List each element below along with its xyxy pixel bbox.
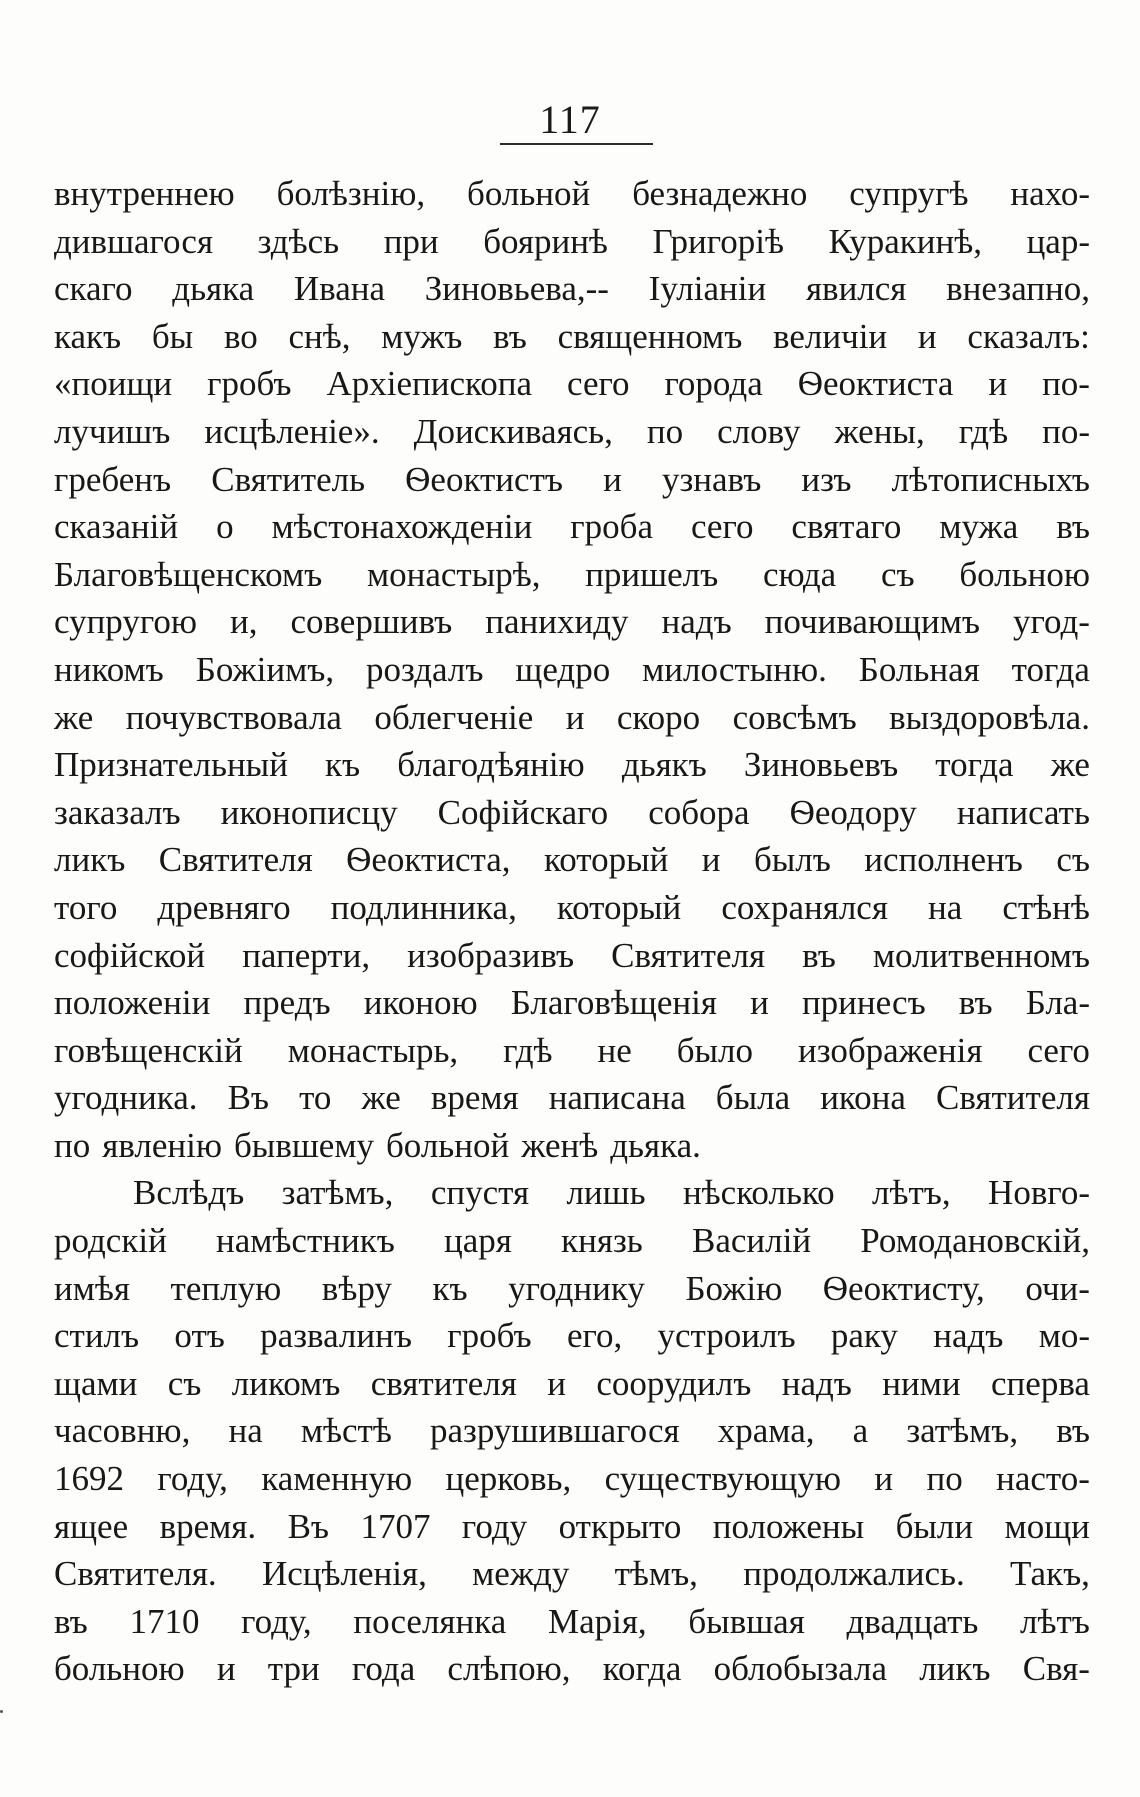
word: очи- bbox=[1025, 1268, 1090, 1308]
word: написана bbox=[548, 1078, 686, 1118]
word: сказаній bbox=[54, 507, 179, 547]
word: Новго- bbox=[988, 1173, 1090, 1213]
word: того bbox=[54, 887, 118, 927]
word: тогда bbox=[1011, 649, 1090, 689]
word: слѣпою, bbox=[447, 1649, 571, 1689]
text-line bbox=[54, 1550, 1090, 1598]
word: явился bbox=[805, 269, 907, 309]
word: въ bbox=[54, 1601, 88, 1641]
word: и bbox=[565, 697, 585, 737]
word: съ bbox=[167, 1363, 202, 1403]
text-line bbox=[54, 598, 1090, 646]
text-line bbox=[54, 218, 1090, 266]
text-line bbox=[54, 932, 1090, 980]
text-line bbox=[54, 313, 1090, 361]
word: затѣмъ, bbox=[281, 1173, 394, 1213]
text-line bbox=[54, 979, 1090, 1027]
word: на bbox=[928, 887, 963, 927]
word: и bbox=[874, 1459, 894, 1499]
word: больной bbox=[467, 174, 591, 213]
paper-speck bbox=[0, 1710, 3, 1713]
text-line bbox=[54, 170, 1090, 218]
word: 1692 bbox=[54, 1459, 124, 1499]
word: который bbox=[556, 887, 682, 927]
word: исцѣленіе». bbox=[204, 411, 380, 451]
word: узнавъ bbox=[661, 459, 762, 499]
word: который bbox=[543, 840, 669, 880]
word: въ bbox=[493, 316, 527, 356]
word: существующую bbox=[604, 1459, 841, 1499]
word: Ѳеодору bbox=[789, 792, 917, 832]
word: каменную bbox=[261, 1459, 413, 1499]
word: Божію bbox=[685, 1268, 783, 1308]
word: монастырѣ, bbox=[366, 554, 541, 594]
word: намѣстникъ bbox=[216, 1221, 395, 1261]
word: году bbox=[461, 1506, 528, 1546]
word: облегченіе bbox=[374, 697, 534, 737]
word: сперва bbox=[991, 1363, 1090, 1403]
text-line-paragraph-end bbox=[54, 1122, 1090, 1170]
word: гдѣ bbox=[958, 411, 1009, 451]
word: Благовѣщенія bbox=[510, 983, 717, 1023]
word: почивающимъ bbox=[764, 602, 980, 642]
word: Зиновьева,-- bbox=[424, 269, 609, 309]
word: исполненъ bbox=[864, 840, 1023, 880]
text-line bbox=[54, 1312, 1090, 1360]
word: двадцать bbox=[846, 1601, 979, 1641]
text-line bbox=[54, 694, 1090, 742]
word: облобызала bbox=[713, 1649, 888, 1689]
word: сего bbox=[1027, 1030, 1090, 1070]
word: святителя bbox=[370, 1363, 517, 1403]
text-line bbox=[54, 836, 1090, 884]
word: иконописцу bbox=[220, 792, 398, 832]
word: при bbox=[383, 221, 439, 261]
word: ликъ bbox=[919, 1649, 991, 1689]
text-line bbox=[54, 1360, 1090, 1408]
word: древняго bbox=[157, 887, 291, 927]
word: его, bbox=[566, 1316, 623, 1356]
word: бы bbox=[151, 316, 194, 356]
word: время bbox=[430, 1078, 519, 1118]
word: соорудилъ bbox=[596, 1363, 752, 1403]
word: явленію bbox=[102, 1125, 222, 1165]
word: ликъ bbox=[54, 840, 126, 880]
word: бывшему bbox=[234, 1125, 374, 1165]
word: Бла- bbox=[1025, 983, 1090, 1023]
word: дьяка bbox=[172, 269, 255, 309]
word: Признательный bbox=[54, 745, 288, 785]
word: и bbox=[547, 1363, 566, 1403]
word: же bbox=[361, 1078, 401, 1118]
word: и bbox=[701, 840, 721, 880]
word: мужа bbox=[939, 507, 1019, 547]
word: Святитель bbox=[211, 459, 366, 499]
word: Софійскаго bbox=[437, 792, 609, 832]
word: тѣмъ, bbox=[614, 1554, 698, 1594]
word: къ bbox=[432, 1268, 468, 1308]
word: въ bbox=[958, 983, 993, 1023]
text-line bbox=[54, 741, 1090, 789]
text-line bbox=[54, 408, 1090, 456]
word: мо- bbox=[1038, 1316, 1090, 1356]
word: почувствовала bbox=[125, 697, 342, 737]
page-number-rule bbox=[500, 143, 653, 145]
word: году, bbox=[157, 1459, 228, 1499]
word: предъ bbox=[243, 983, 331, 1023]
word: по- bbox=[1042, 411, 1090, 451]
word: священномъ bbox=[557, 316, 743, 356]
word: величіи bbox=[773, 316, 888, 356]
word: никомъ bbox=[54, 649, 164, 689]
word: Григоріѣ bbox=[652, 221, 784, 261]
word: Доискиваясь, bbox=[413, 411, 613, 451]
word: изъ bbox=[801, 459, 852, 499]
word: то bbox=[299, 1078, 332, 1118]
text-line bbox=[54, 1645, 1090, 1693]
word: Въ bbox=[227, 1078, 270, 1118]
word: софійской bbox=[54, 935, 206, 975]
word: принесъ bbox=[801, 983, 926, 1023]
word: жены, bbox=[834, 411, 925, 451]
word: разрушившагося bbox=[430, 1411, 680, 1451]
word: надъ bbox=[933, 1316, 1004, 1356]
word: лишь bbox=[566, 1173, 646, 1213]
word: Святителя bbox=[611, 935, 766, 975]
word: въ bbox=[1056, 1411, 1090, 1451]
word: паперти, bbox=[242, 935, 371, 975]
word: между bbox=[472, 1554, 570, 1594]
word: Благовѣщенскомъ bbox=[54, 554, 323, 594]
word: говѣщенскій bbox=[54, 1030, 243, 1070]
text-line bbox=[54, 360, 1090, 408]
word: Вслѣдъ bbox=[133, 1173, 245, 1213]
word: дившагося bbox=[54, 221, 214, 261]
word: Такъ, bbox=[1010, 1554, 1090, 1594]
word: цар- bbox=[1026, 221, 1090, 261]
word: Святителя bbox=[158, 840, 313, 880]
word: и bbox=[603, 459, 622, 499]
word: Василій bbox=[691, 1221, 812, 1261]
text-line bbox=[54, 551, 1090, 599]
word: лучишъ bbox=[54, 411, 171, 451]
word: по bbox=[54, 1125, 91, 1165]
word: Іуліаніи bbox=[648, 269, 767, 309]
word: устроилъ bbox=[657, 1316, 796, 1356]
word: съ bbox=[880, 554, 915, 594]
word: храма, bbox=[717, 1411, 815, 1451]
word: лѣтъ, bbox=[872, 1173, 951, 1213]
text-line-paragraph-start bbox=[54, 1169, 1090, 1217]
body-text bbox=[54, 170, 1090, 1693]
word: же bbox=[54, 697, 94, 737]
text-line bbox=[54, 1027, 1090, 1075]
word: больной bbox=[385, 1125, 510, 1165]
word: внутреннею bbox=[54, 174, 235, 213]
word: выздоровѣла. bbox=[889, 697, 1090, 737]
word: какъ bbox=[54, 316, 122, 356]
word: надъ bbox=[781, 1363, 852, 1403]
text-line bbox=[54, 1407, 1090, 1455]
word: теплую bbox=[170, 1268, 282, 1308]
word: положены bbox=[712, 1506, 865, 1546]
word: мѣстонахожденіи bbox=[271, 507, 533, 547]
word: щедро bbox=[515, 649, 611, 689]
word: слову bbox=[717, 411, 801, 451]
word: и bbox=[216, 1649, 236, 1689]
word: бояринѣ bbox=[483, 221, 608, 261]
word: а bbox=[852, 1411, 869, 1451]
text-line bbox=[54, 1598, 1090, 1646]
word: города bbox=[664, 364, 763, 404]
word: 1707 bbox=[360, 1506, 431, 1546]
word: были bbox=[895, 1506, 974, 1546]
word: поселянка bbox=[353, 1601, 507, 1641]
text-line bbox=[54, 265, 1090, 313]
word: къ bbox=[325, 745, 361, 785]
word: здѣсь bbox=[257, 221, 340, 261]
word: совершивъ bbox=[290, 602, 453, 642]
word: Ѳеоктиста, bbox=[346, 840, 511, 880]
word: 1710 bbox=[129, 1601, 200, 1641]
word: стилъ bbox=[54, 1316, 140, 1356]
word: безнадежно bbox=[632, 174, 808, 213]
word: монастырь, bbox=[287, 1030, 459, 1070]
word: ними bbox=[882, 1363, 961, 1403]
word: Въ bbox=[287, 1506, 330, 1546]
word: Ромодановскій, bbox=[860, 1221, 1090, 1261]
word: собора bbox=[648, 792, 750, 832]
word: святаго bbox=[791, 507, 902, 547]
word: мѣстѣ bbox=[300, 1411, 392, 1451]
text-line bbox=[54, 456, 1090, 504]
word: больною bbox=[959, 554, 1090, 594]
text-line bbox=[54, 1503, 1090, 1551]
word: заказалъ bbox=[54, 792, 181, 832]
word: царя bbox=[444, 1221, 512, 1261]
word: нѣсколько bbox=[682, 1173, 835, 1213]
word: въ bbox=[802, 935, 836, 975]
word: благодѣянію bbox=[397, 745, 585, 785]
word: затѣмъ, bbox=[906, 1411, 1019, 1451]
word: Марія, bbox=[547, 1601, 647, 1641]
text-line bbox=[54, 646, 1090, 694]
word: былъ bbox=[753, 840, 831, 880]
word: на bbox=[228, 1411, 263, 1451]
word: отъ bbox=[174, 1316, 225, 1356]
word: панихиду bbox=[485, 602, 629, 642]
word: снѣ, bbox=[288, 316, 351, 356]
word: три bbox=[267, 1649, 320, 1689]
word: положеніи bbox=[54, 983, 211, 1023]
word: пришелъ bbox=[585, 554, 719, 594]
word: мужъ bbox=[381, 316, 463, 356]
word: роздалъ bbox=[366, 649, 484, 689]
word: скоро bbox=[616, 697, 701, 737]
word: мощи bbox=[1004, 1506, 1090, 1546]
word: скаго bbox=[54, 269, 133, 309]
word: Ѳеоктиста bbox=[797, 364, 954, 404]
word: супругѣ bbox=[849, 174, 969, 213]
word: гроба bbox=[570, 507, 653, 547]
word: нахо- bbox=[1010, 174, 1090, 213]
word: была bbox=[715, 1078, 791, 1118]
word: вѣру bbox=[321, 1268, 392, 1308]
word: родскій bbox=[54, 1221, 167, 1261]
word: года bbox=[351, 1649, 416, 1689]
word: спустя bbox=[430, 1173, 530, 1213]
word: угоднику bbox=[508, 1268, 645, 1308]
word: тогда bbox=[935, 745, 1014, 785]
word: и, bbox=[229, 602, 258, 642]
word: угод- bbox=[1012, 602, 1090, 642]
word: лѣтъ bbox=[1020, 1601, 1090, 1641]
word: сего bbox=[566, 364, 630, 404]
word: подлинника, bbox=[330, 887, 517, 927]
word: Архіепископа bbox=[326, 364, 533, 404]
word: Святителя bbox=[935, 1078, 1090, 1118]
word: Божіимъ, bbox=[195, 649, 335, 689]
word: совсѣмъ bbox=[732, 697, 857, 737]
text-line bbox=[54, 1455, 1090, 1503]
word: Куракинѣ, bbox=[828, 221, 983, 261]
text-line bbox=[54, 503, 1090, 551]
word: надъ bbox=[661, 602, 732, 642]
word: милостыню. bbox=[642, 649, 827, 689]
word: ликомъ bbox=[231, 1363, 341, 1403]
word: въ bbox=[1056, 507, 1090, 547]
word: дьякъ bbox=[621, 745, 707, 785]
word: было bbox=[676, 1030, 754, 1070]
word: когда bbox=[602, 1649, 682, 1689]
word: часовню, bbox=[54, 1411, 191, 1451]
word: во bbox=[223, 316, 258, 356]
word: супругою bbox=[54, 602, 197, 642]
word: бывшая bbox=[688, 1601, 805, 1641]
word: молитвенномъ bbox=[872, 935, 1090, 975]
word: сюда bbox=[762, 554, 837, 594]
word: Зиновьевъ bbox=[743, 745, 899, 785]
word: написать bbox=[956, 792, 1090, 832]
word: Ѳеоктисту, bbox=[822, 1268, 985, 1308]
word: и bbox=[750, 983, 769, 1023]
word: сохранялся bbox=[721, 887, 888, 927]
word: о bbox=[216, 507, 234, 547]
word: ящее bbox=[54, 1506, 129, 1546]
word: «поищи bbox=[54, 364, 173, 404]
word: гробъ bbox=[207, 364, 292, 404]
word: щами bbox=[54, 1363, 138, 1403]
word: имѣя bbox=[54, 1268, 130, 1308]
word: же bbox=[1050, 745, 1090, 785]
word: и bbox=[988, 364, 1008, 404]
word: не bbox=[597, 1030, 632, 1070]
word: Свя- bbox=[1022, 1649, 1090, 1689]
word: время. bbox=[159, 1506, 257, 1546]
word: изобразивъ bbox=[407, 935, 575, 975]
text-line bbox=[54, 1265, 1090, 1313]
word: иконою bbox=[363, 983, 478, 1023]
word: икона bbox=[820, 1078, 906, 1118]
word: церковь, bbox=[445, 1459, 572, 1499]
word: съ bbox=[1056, 840, 1090, 880]
word: году, bbox=[241, 1601, 312, 1641]
word: развалинъ bbox=[260, 1316, 412, 1356]
word: Ѳеоктистъ bbox=[405, 459, 563, 499]
text-line bbox=[54, 884, 1090, 932]
word: по bbox=[926, 1459, 963, 1499]
word: стѣнѣ bbox=[1002, 887, 1090, 927]
word: Исцѣленія, bbox=[261, 1554, 427, 1594]
word: болѣзнію, bbox=[276, 174, 426, 213]
word: гробъ bbox=[447, 1316, 532, 1356]
word: сего bbox=[690, 507, 754, 547]
word: продолжались. bbox=[743, 1554, 965, 1594]
word: больною bbox=[54, 1649, 185, 1689]
word: и bbox=[917, 316, 937, 356]
word: изображенія bbox=[797, 1030, 983, 1070]
word: насто- bbox=[996, 1459, 1090, 1499]
word: раку bbox=[830, 1316, 898, 1356]
word: Больная bbox=[858, 649, 980, 689]
page-number: 117 bbox=[539, 97, 601, 142]
word: Святителя. bbox=[54, 1554, 217, 1594]
word: по- bbox=[1042, 364, 1090, 404]
word: по bbox=[646, 411, 684, 451]
word: внезапно, bbox=[946, 269, 1090, 309]
word: женѣ bbox=[521, 1125, 599, 1165]
text-line bbox=[54, 1074, 1090, 1122]
word: открыто bbox=[558, 1506, 682, 1546]
word: угодника. bbox=[54, 1078, 198, 1118]
word: сказалъ: bbox=[967, 316, 1090, 356]
word: гребенъ bbox=[54, 459, 172, 499]
word: дьяка. bbox=[610, 1125, 701, 1165]
word: князь bbox=[561, 1221, 643, 1261]
word: Ивана bbox=[293, 269, 386, 309]
text-line bbox=[54, 1217, 1090, 1265]
text-line bbox=[54, 789, 1090, 837]
word: лѣтописныхъ bbox=[891, 459, 1090, 499]
word: гдѣ bbox=[503, 1030, 553, 1070]
